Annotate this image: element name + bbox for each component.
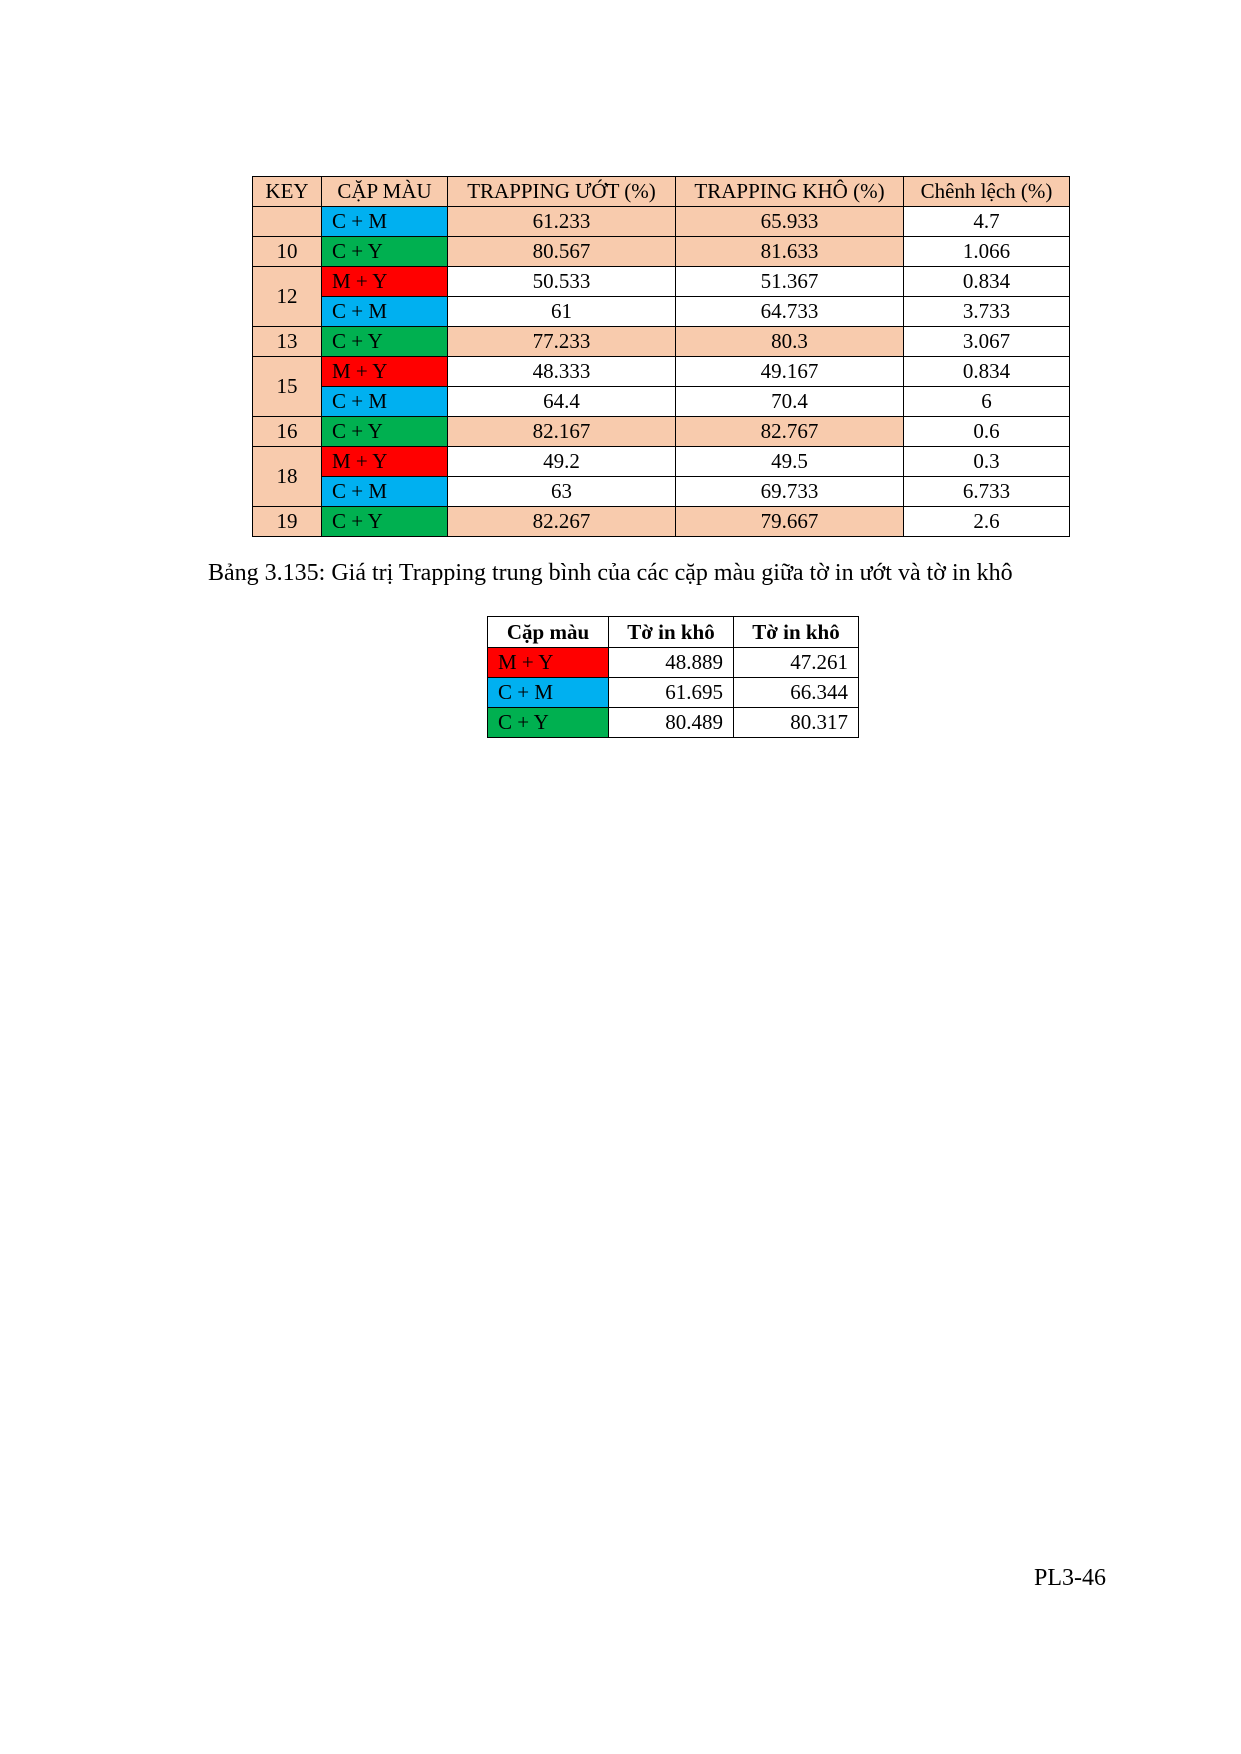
trapping-dry-cell: 70.4 <box>676 387 904 417</box>
color-pair-cell: M + Y <box>322 357 448 387</box>
summary-row <box>488 708 859 738</box>
trapping-dry-cell: 51.367 <box>676 267 904 297</box>
trapping-wet-cell: 61 <box>448 297 676 327</box>
header-key: KEY <box>253 177 322 207</box>
color-pair-cell: M + Y <box>322 267 448 297</box>
summary-row <box>488 648 859 678</box>
difference-cell: 3.733 <box>904 297 1070 327</box>
color-pair-cell: C + M <box>322 477 448 507</box>
table-row <box>253 387 1070 417</box>
trapping-table <box>252 176 1070 537</box>
table-caption: Bảng 3.135: Giá trị Trapping trung bình của các cặp màu giữa tờ in ướt và tờ in khô <box>208 560 1013 586</box>
trapping-table-body <box>253 207 1070 537</box>
summary-value-cell: 61.695 <box>609 678 734 708</box>
difference-cell: 0.3 <box>904 447 1070 477</box>
color-pair-cell: C + M <box>322 207 448 237</box>
summary-table-body <box>488 648 859 738</box>
trapping-wet-cell: 77.233 <box>448 327 676 357</box>
summary-row <box>488 678 859 708</box>
color-pair-cell: C + Y <box>322 417 448 447</box>
header-color-pair: CẶP MÀU <box>322 177 448 207</box>
color-pair-cell: M + Y <box>322 447 448 477</box>
trapping-dry-cell: 64.733 <box>676 297 904 327</box>
difference-cell: 0.834 <box>904 357 1070 387</box>
trapping-dry-cell: 49.167 <box>676 357 904 387</box>
summary-header-pair: Cặp màu <box>488 617 609 648</box>
difference-cell: 6 <box>904 387 1070 417</box>
table-row <box>253 477 1070 507</box>
trapping-dry-cell: 79.667 <box>676 507 904 537</box>
difference-cell: 4.7 <box>904 207 1070 237</box>
color-pair-cell: C + Y <box>322 327 448 357</box>
table-row <box>253 417 1070 447</box>
color-pair-cell: C + Y <box>322 507 448 537</box>
table-row <box>253 357 1070 387</box>
table-row <box>253 297 1070 327</box>
difference-cell: 0.834 <box>904 267 1070 297</box>
table-row <box>253 507 1070 537</box>
difference-cell: 1.066 <box>904 237 1070 267</box>
trapping-dry-cell: 69.733 <box>676 477 904 507</box>
trapping-wet-cell: 64.4 <box>448 387 676 417</box>
color-pair-cell: C + M <box>322 297 448 327</box>
summary-table <box>487 616 859 738</box>
trapping-dry-cell: 80.3 <box>676 327 904 357</box>
trapping-wet-cell: 48.333 <box>448 357 676 387</box>
summary-header-dry-1: Tờ in khô <box>609 617 734 648</box>
difference-cell: 3.067 <box>904 327 1070 357</box>
table-row <box>253 207 1070 237</box>
difference-cell: 6.733 <box>904 477 1070 507</box>
summary-pair-cell: C + Y <box>488 708 609 738</box>
difference-cell: 0.6 <box>904 417 1070 447</box>
trapping-wet-cell: 82.267 <box>448 507 676 537</box>
summary-value-cell: 80.317 <box>734 708 859 738</box>
trapping-dry-cell: 65.933 <box>676 207 904 237</box>
table-header-row <box>253 177 1070 207</box>
summary-header-dry-2: Tờ in khô <box>734 617 859 648</box>
key-cell: 18 <box>253 447 322 507</box>
color-pair-cell: C + M <box>322 387 448 417</box>
key-cell: 19 <box>253 507 322 537</box>
header-difference: Chênh lệch (%) <box>904 177 1070 207</box>
key-cell: 12 <box>253 267 322 327</box>
table-row <box>253 327 1070 357</box>
trapping-dry-cell: 81.633 <box>676 237 904 267</box>
difference-cell: 2.6 <box>904 507 1070 537</box>
table-row <box>253 447 1070 477</box>
trapping-wet-cell: 82.167 <box>448 417 676 447</box>
summary-value-cell: 80.489 <box>609 708 734 738</box>
trapping-dry-cell: 82.767 <box>676 417 904 447</box>
key-cell: 13 <box>253 327 322 357</box>
color-pair-cell: C + Y <box>322 237 448 267</box>
summary-value-cell: 66.344 <box>734 678 859 708</box>
key-cell: 16 <box>253 417 322 447</box>
header-trapping-wet: TRAPPING ƯỚT (%) <box>448 177 676 207</box>
trapping-wet-cell: 49.2 <box>448 447 676 477</box>
page-number: PL3-46 <box>1034 1565 1106 1591</box>
header-trapping-dry: TRAPPING KHÔ (%) <box>676 177 904 207</box>
summary-pair-cell: M + Y <box>488 648 609 678</box>
summary-pair-cell: C + M <box>488 678 609 708</box>
key-cell <box>253 207 322 237</box>
trapping-dry-cell: 49.5 <box>676 447 904 477</box>
trapping-wet-cell: 80.567 <box>448 237 676 267</box>
key-cell: 10 <box>253 237 322 267</box>
table-row <box>253 237 1070 267</box>
key-cell: 15 <box>253 357 322 417</box>
summary-value-cell: 48.889 <box>609 648 734 678</box>
trapping-wet-cell: 61.233 <box>448 207 676 237</box>
summary-header-row <box>488 617 859 648</box>
summary-value-cell: 47.261 <box>734 648 859 678</box>
trapping-wet-cell: 50.533 <box>448 267 676 297</box>
table-row <box>253 267 1070 297</box>
trapping-wet-cell: 63 <box>448 477 676 507</box>
